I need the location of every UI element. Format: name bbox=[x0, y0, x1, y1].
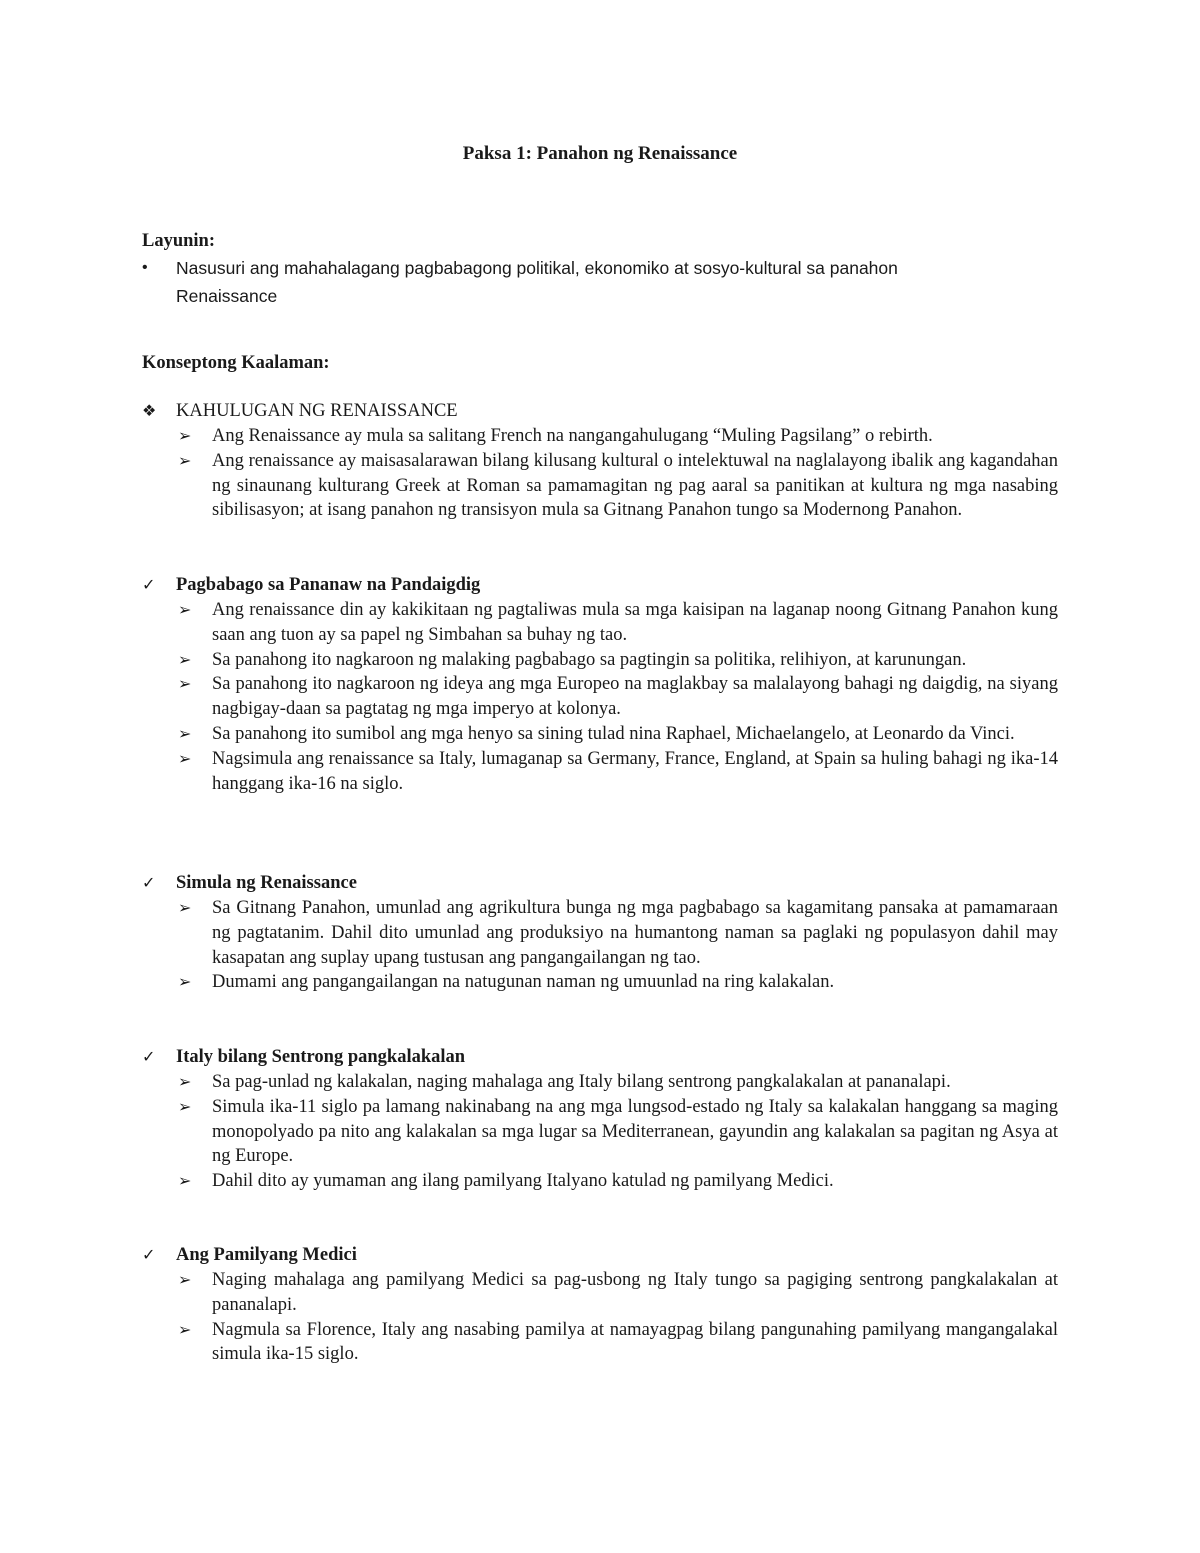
arrow-bullet-icon: ➢ bbox=[178, 450, 192, 470]
arrow-bullet-icon: ➢ bbox=[178, 1096, 192, 1116]
list-item bbox=[142, 1318, 1058, 1368]
list-item-text: Simula ika-11 siglo pa lamang nakinabang na ang mga lungsod-estado ng Italy sa kalakalan hanggang sa maging monopolyado pa nito ang kalakalan sa mga lugar sa Mediterranean, gayundin ang kalakalan sa pagitan ng Asya at ng Europe. bbox=[212, 1096, 1058, 1167]
arrow-bullet-icon: ➢ bbox=[178, 1171, 192, 1191]
check-icon: ✓ bbox=[142, 873, 156, 892]
list-item-text: Ang renaissance din ay kakikitaan ng pagtaliwas mula sa mga kaisipan na laganap noong Gitnang Panahon kung saan ang tuon ay sa papel ng Simbahan sa buhay ng tao. bbox=[212, 600, 1058, 645]
arrow-bullet-icon: ➢ bbox=[178, 723, 192, 743]
list-item-text: Ang Renaissance ay mula sa salitang French na nangangahulugang “Muling Pagsilang” o rebirth. bbox=[212, 426, 933, 446]
section-medici bbox=[142, 1243, 1058, 1367]
section-heading bbox=[142, 399, 1058, 424]
list-item bbox=[142, 449, 1058, 523]
objective-item bbox=[142, 254, 1002, 310]
concepts-heading: Konseptong Kaalaman: bbox=[142, 353, 330, 373]
section-points bbox=[142, 598, 1058, 796]
list-item bbox=[142, 648, 1058, 673]
check-icon: ✓ bbox=[142, 1047, 156, 1066]
list-item bbox=[142, 598, 1058, 648]
arrow-bullet-icon: ➢ bbox=[178, 674, 192, 694]
page-title: Paksa 1: Panahon ng Renaissance bbox=[462, 143, 738, 164]
list-item bbox=[142, 1169, 1058, 1194]
section-simula bbox=[142, 871, 1058, 995]
arrow-bullet-icon: ➢ bbox=[178, 600, 192, 619]
list-item-text: Ang renaissance ay maisasalarawan bilang kilusang kultural o intelektuwal na naglalayong ibalik ang kagandahan ng sinaunang kulturang Greek at Roman sa pamamagitan ng pag aaral sa panitikan at kultura ng mga nasabing sibilisasyon; at isang panahon ng transisyon mula sa Gitnang Panahon tungo sa Modernong Panahon. bbox=[212, 450, 1058, 521]
arrow-bullet-icon: ➢ bbox=[178, 1072, 192, 1091]
arrow-bullet-icon: ➢ bbox=[178, 649, 192, 669]
objectives-list bbox=[142, 254, 1002, 310]
list-item-text: Naging mahalaga ang pamilyang Medici sa pag-usbong ng Italy tungo sa pagiging sentrong pangkalakalan at pananalapi. bbox=[212, 1270, 1058, 1315]
list-item bbox=[142, 896, 1058, 970]
section-heading bbox=[142, 871, 1058, 896]
arrow-bullet-icon: ➢ bbox=[178, 1270, 192, 1289]
bullet-dot-icon: • bbox=[142, 259, 148, 276]
list-item bbox=[142, 424, 1058, 449]
list-item bbox=[142, 722, 1058, 747]
arrow-bullet-icon: ➢ bbox=[178, 1319, 192, 1339]
list-item bbox=[142, 747, 1058, 797]
objective-text: Nasusuri ang mahahalagang pagbabagong politikal, ekonomiko at sosyo-kultural sa panahon Renaissance bbox=[176, 258, 898, 306]
section-points bbox=[142, 1268, 1058, 1367]
section-heading bbox=[142, 1045, 1058, 1070]
list-item-text: Dumami ang pangangailangan na natugunan naman ng umuunlad na ring kalakalan. bbox=[212, 972, 835, 993]
list-item bbox=[142, 1095, 1058, 1169]
section-heading-text: Simula ng Renaissance bbox=[176, 873, 357, 893]
section-italy bbox=[142, 1045, 1058, 1194]
arrow-bullet-icon: ➢ bbox=[178, 748, 192, 768]
list-item-text: Dahil dito ay yumaman ang ilang pamilyang Italyano katulad ng pamilyang Medici. bbox=[212, 1171, 834, 1192]
list-item-text: Sa panahong ito sumibol ang mga henyo sa sining tulad nina Raphael, Michaelangelo, at Leonardo da Vinci. bbox=[212, 723, 1015, 744]
section-heading bbox=[142, 573, 1058, 598]
section-pagbabago bbox=[142, 573, 1058, 796]
section-points bbox=[142, 1070, 1058, 1194]
section-points bbox=[142, 896, 1058, 995]
list-item-text: Sa pag-unlad ng kalakalan, naging mahalaga ang Italy bilang sentrong pangkalakalan at pananalapi. bbox=[212, 1072, 951, 1092]
check-icon: ✓ bbox=[142, 575, 156, 594]
section-heading-text: Ang Pamilyang Medici bbox=[176, 1245, 357, 1265]
list-item bbox=[142, 1268, 1058, 1318]
diamond-bullet-icon: ❖ bbox=[142, 401, 157, 420]
section-heading-text: KAHULUGAN NG RENAISSANCE bbox=[176, 401, 458, 421]
list-item-text: Sa panahong ito nagkaroon ng malaking pagbabago sa pagtingin sa politika, relihiyon, at karunungan. bbox=[212, 649, 967, 670]
list-item bbox=[142, 970, 1058, 995]
check-icon: ✓ bbox=[142, 1245, 156, 1264]
section-heading bbox=[142, 1243, 1058, 1268]
arrow-bullet-icon: ➢ bbox=[178, 426, 192, 445]
list-item bbox=[142, 672, 1058, 722]
section-heading-text: Italy bilang Sentrong pangkalakalan bbox=[176, 1047, 466, 1067]
list-item-text: Nagmula sa Florence, Italy ang nasabing pamilya at namayagpag bilang pangunahing pamilyang mangangalakal simula ika-15 siglo. bbox=[212, 1319, 1058, 1365]
arrow-bullet-icon: ➢ bbox=[178, 972, 192, 992]
section-kahulugan bbox=[142, 399, 1058, 523]
section-heading-text: Pagbabago sa Pananaw na Pandaigdig bbox=[176, 575, 481, 595]
list-item bbox=[142, 1070, 1058, 1095]
list-item-text: Sa Gitnang Panahon, umunlad ang agrikultura bunga ng mga pagbabago sa kagamitang pansaka at pamamaraan ng pagtatanim. Dahil dito umunlad ang produksiyo na humantong naman sa paglaki ng populasyon dahil may kasapatan ang suplay upang tustusan ang pangangailangan ng tao. bbox=[212, 898, 1058, 968]
objectives-heading: Layunin: bbox=[142, 231, 216, 251]
section-points bbox=[142, 424, 1058, 523]
list-item-text: Sa panahong ito nagkaroon ng ideya ang mga Europeo na maglakbay sa malalayong bahagi ng daigdig, na siyang nagbigay-daan sa pagtatag ng mga imperyo at kolonya. bbox=[212, 674, 1058, 720]
arrow-bullet-icon: ➢ bbox=[178, 898, 192, 917]
list-item-text: Nagsimula ang renaissance sa Italy, lumaganap sa Germany, France, England, at Spain sa huling bahagi ng ika-14 hanggang ika-16 na siglo. bbox=[212, 748, 1058, 794]
